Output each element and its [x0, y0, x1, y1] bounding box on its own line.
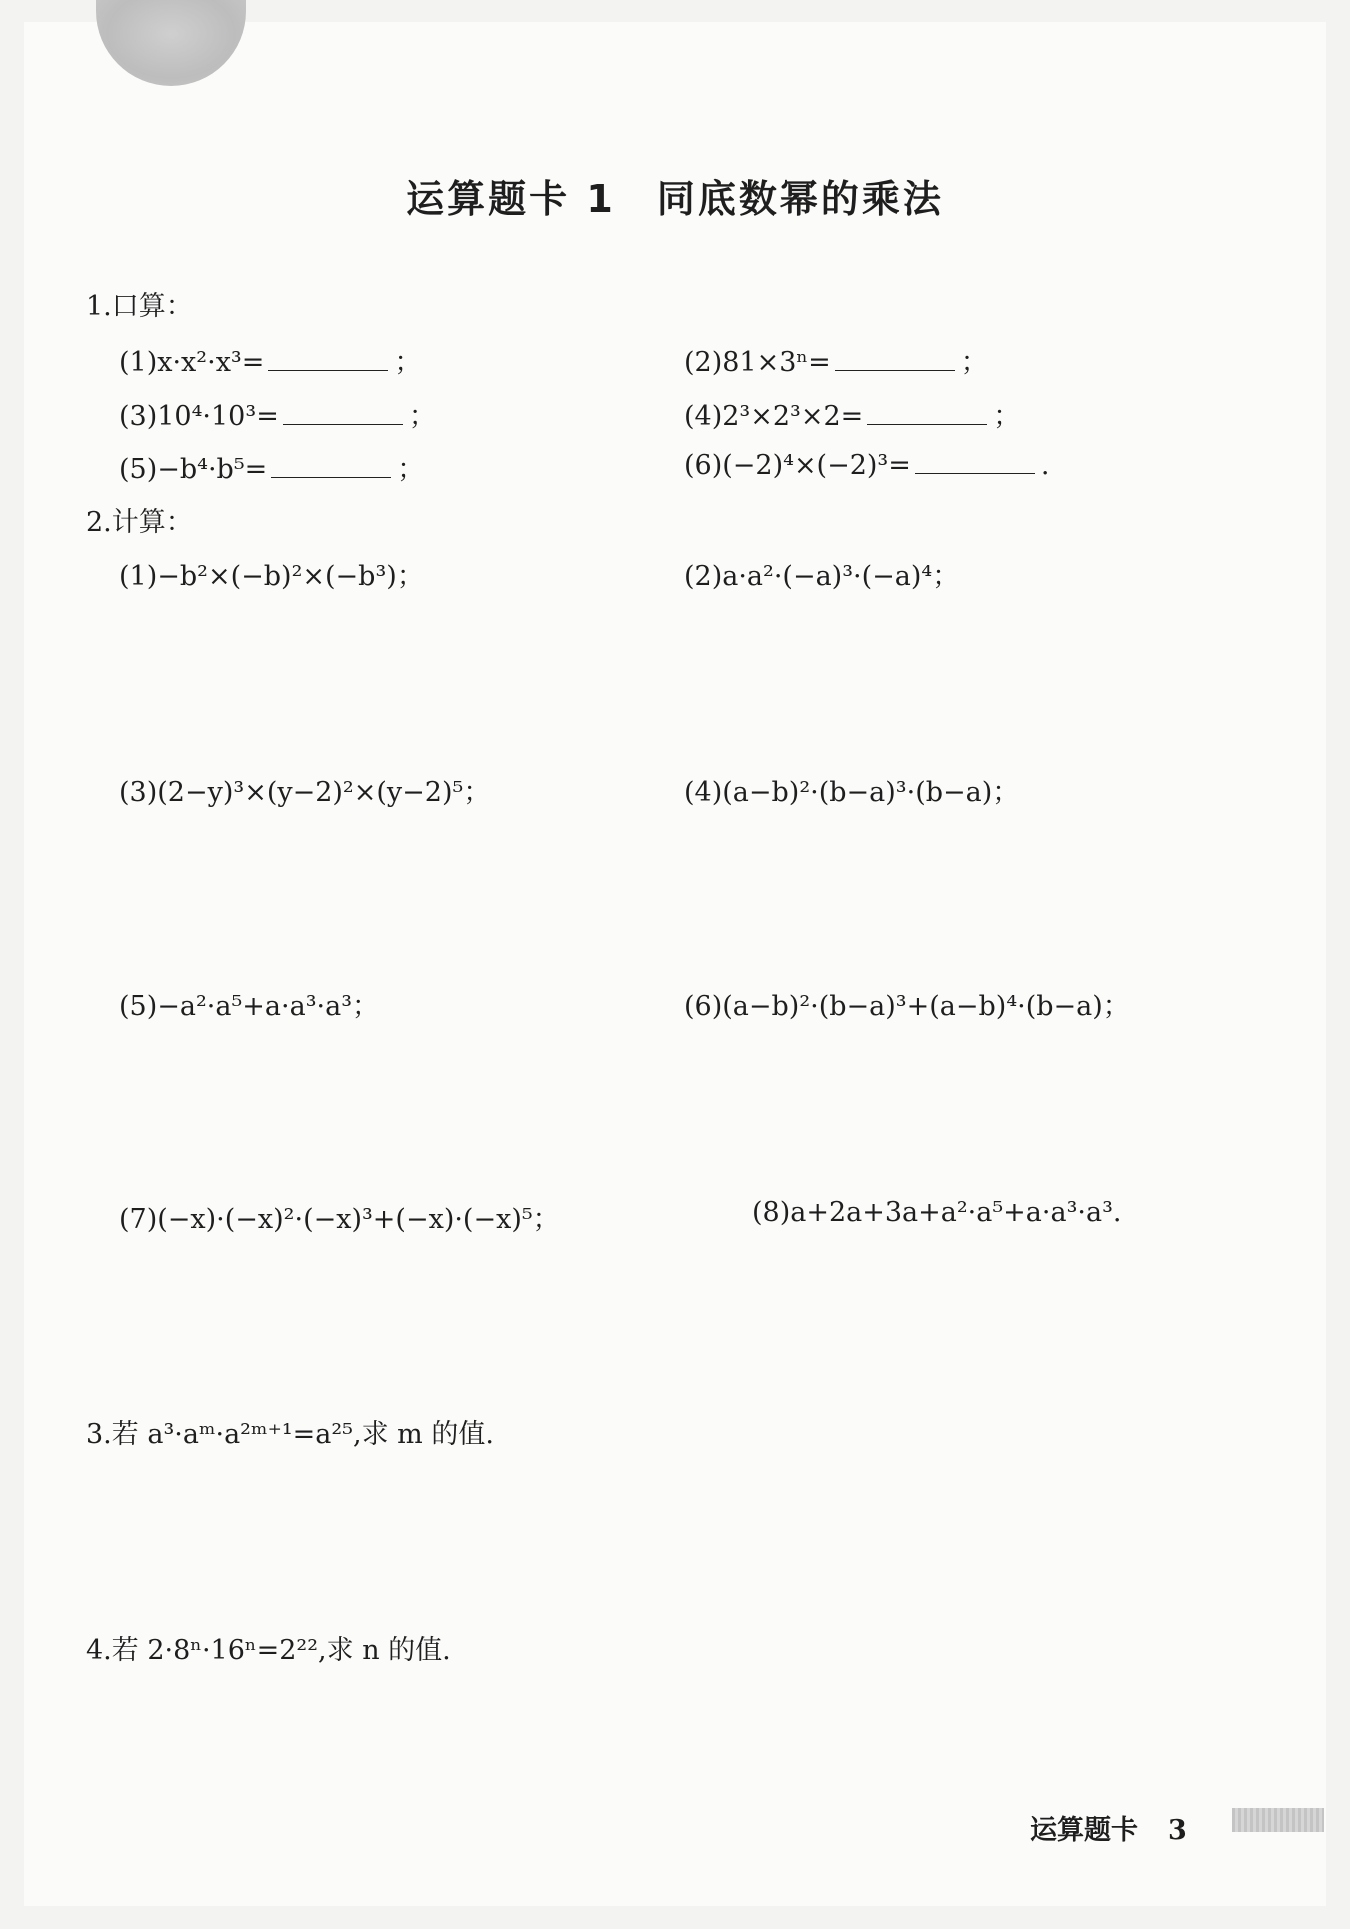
- page-title: 运算题卡 1 同底数幂的乘法: [406, 177, 944, 221]
- answer-blank[interactable]: [268, 344, 388, 371]
- q2-item-7: (7)(−x)·(−x)²·(−x)³+(−x)·(−x)⁵；: [119, 1204, 560, 1235]
- q2-item-4: (4)(a−b)²·(b−a)³·(b−a)；: [684, 777, 1020, 808]
- q2-item-6: (6)(a−b)²·(b−a)³+(a−b)⁴·(b−a)；: [684, 991, 1130, 1022]
- q2-item-5: (5)−a²·a⁵+a·a³·a³；: [119, 991, 380, 1022]
- q2-item-1: (1)−b²×(−b)²×(−b³)；: [119, 561, 424, 592]
- q1-item-6: (6)(−2)⁴×(−2)³= .: [684, 447, 1049, 481]
- footer-decoration-bar: [1232, 1808, 1324, 1832]
- q1-item-4: (4)2³×2³×2= ；: [684, 394, 1020, 433]
- answer-blank[interactable]: [915, 447, 1035, 474]
- q1-item-1: (1)x·x²·x³= ；: [119, 340, 421, 379]
- q1-item-5: (5)−b⁴·b⁵= ；: [119, 447, 424, 486]
- page-number: 3: [1168, 1815, 1187, 1846]
- question-4: 4.若 2·8ⁿ·16ⁿ=2²²,求 n 的值.: [86, 1635, 451, 1666]
- q2-item-2: (2)a·a²·(−a)³·(−a)⁴；: [684, 561, 960, 592]
- q2-item-8: (8)a+2a+3a+a²·a⁵+a·a³·a³.: [752, 1197, 1122, 1228]
- answer-blank[interactable]: [283, 398, 403, 425]
- footer-label: 运算题卡 3: [1030, 1815, 1187, 1846]
- corner-decoration: [96, 0, 246, 86]
- question-2-label: 2.计算：: [86, 507, 193, 538]
- worksheet-page: [24, 22, 1326, 1906]
- answer-blank[interactable]: [271, 451, 391, 478]
- question-3: 3.若 a³·aᵐ·a²ᵐ⁺¹=a²⁵,求 m 的值.: [86, 1419, 494, 1450]
- question-1-label: 1.口算：: [86, 291, 193, 322]
- answer-blank[interactable]: [835, 344, 955, 371]
- q1-item-2: (2)81×3ⁿ= ；: [684, 340, 988, 379]
- q2-item-3: (3)(2−y)³×(y−2)²×(y−2)⁵；: [119, 777, 491, 808]
- answer-blank[interactable]: [867, 398, 987, 425]
- q1-item-3: (3)10⁴·10³= ；: [119, 394, 436, 433]
